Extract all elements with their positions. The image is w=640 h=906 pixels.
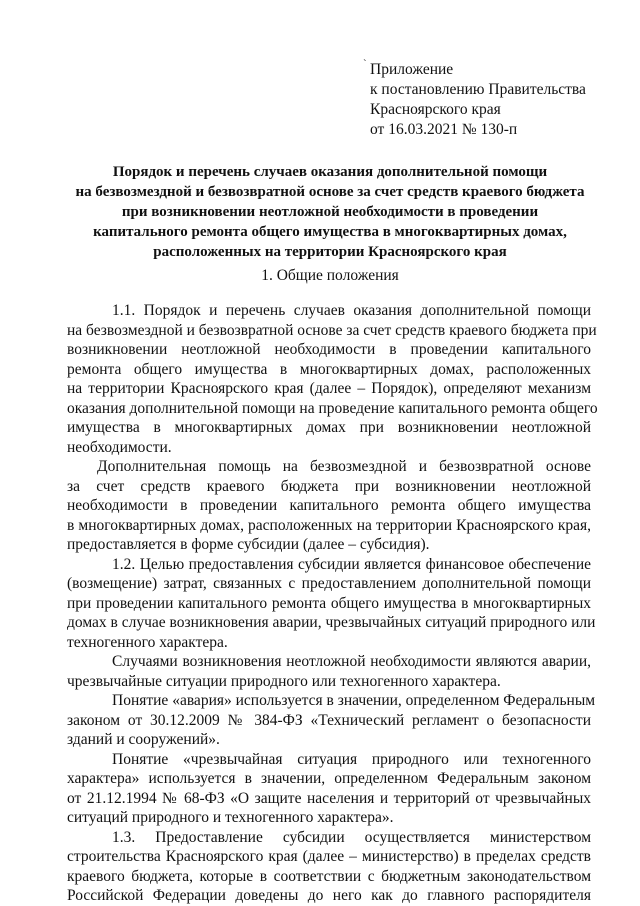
body-line: в многоквартирных домах, расположенных на территории Красноярского края, bbox=[67, 516, 591, 534]
body-line: необходимости. bbox=[67, 438, 172, 456]
body-line: имущества в многоквартирных домах при возникновении неотложной bbox=[67, 419, 591, 436]
body-line: Дополнительная помощь на безвозмездной и безвозвратной основе bbox=[97, 458, 591, 475]
body-line: оказания дополнительной помощи на проведение капитального ремонта общего bbox=[67, 399, 598, 417]
body-line: домах в случае возникновения аварии, чрезвычайных ситуаций природного или bbox=[67, 614, 596, 631]
scan-mark: ` bbox=[363, 58, 367, 70]
appendix-line: Приложение bbox=[370, 61, 454, 78]
body-line: строительства Красноярского края (далее – министерство) в пределах средств bbox=[67, 848, 591, 865]
appendix-line: Красноярского края bbox=[370, 101, 501, 118]
body-line: предоставляется в форме субсидии (далее – субсидия). bbox=[67, 536, 430, 553]
title-line: на безвозмездной и безвозвратной основе за счет средств краевого бюджета bbox=[75, 184, 585, 200]
body-line: чрезвычайные ситуации природного или техногенного характера. bbox=[67, 672, 501, 690]
body-line: зданий и сооружений». bbox=[67, 731, 220, 748]
body-line: Российской Федерации доведены до него как до главного распорядителя bbox=[67, 887, 591, 904]
body-line: от 21.12.1994 № 68-ФЗ «О защите населения и территорий от чрезвычайных bbox=[67, 789, 591, 807]
appendix-line: от 16.03.2021 № 130-п bbox=[370, 121, 518, 138]
appendix-block bbox=[370, 60, 610, 140]
body-line: краевого бюджета, которые в соответствии с бюджетным законодательством bbox=[67, 867, 591, 885]
section-heading: 1. Общие положения bbox=[261, 267, 399, 284]
body-line: 1.3. Предоставление субсидии осуществляется министерством bbox=[112, 828, 591, 846]
body-line: возникновении неотложной необходимости в проведении капитального bbox=[67, 341, 591, 358]
body-line: 1.1. Порядок и перечень случаев оказания дополнительной помощи bbox=[112, 302, 591, 319]
document-body bbox=[67, 301, 598, 906]
body-line: Случаями возникновения неотложной необходимости являются аварии, bbox=[112, 653, 591, 670]
title-line: при возникновении неотложной необходимости в проведении bbox=[121, 204, 539, 220]
body-line: необходимости в проведении капитального ремонта общего имущества bbox=[67, 497, 591, 514]
appendix-line: к постановлению Правительства bbox=[370, 81, 586, 98]
body-line: (возмещение) затрат, связанных с предоставлением дополнительной помощи bbox=[67, 575, 591, 592]
body-line: за счет средств краевого бюджета при возникновении неотложной bbox=[67, 477, 591, 495]
body-line: при проведении капитального ремонта общего имущества в многоквартирных bbox=[67, 594, 591, 612]
title-line: Порядок и перечень случаев оказания дополнительной помощи bbox=[112, 164, 548, 180]
body-line: Понятие «авария» используется в значении, определенном Федеральным bbox=[112, 692, 596, 709]
body-line: техногенного характера. bbox=[67, 633, 228, 651]
title-line: расположенных на территории Красноярского края bbox=[153, 244, 507, 260]
document-title bbox=[60, 162, 600, 262]
body-line: на территории Красноярского края (далее – Порядок), определяют механизм bbox=[67, 380, 591, 397]
title-line: капитального ремонта общего имущества в многоквартирных домах, bbox=[93, 224, 567, 240]
body-line: характера» используется в значении, определенном Федеральным законом bbox=[67, 770, 591, 787]
body-line: ремонта общего имущества в многоквартирных домах, расположенных bbox=[67, 360, 591, 378]
body-line: на безвозмездной и безвозвратной основе за счет средств краевого бюджета при bbox=[67, 321, 597, 339]
body-line: 1.2. Целью предоставления субсидии является финансовое обеспечение bbox=[112, 555, 591, 573]
body-line: законом от 30.12.2009 № 384-ФЗ «Технический регламент о безопасности bbox=[67, 711, 591, 729]
body-line: ситуаций природного и техногенного характера». bbox=[67, 809, 394, 826]
body-line: Понятие «чрезвычайная ситуация природного или техногенного bbox=[112, 750, 591, 768]
